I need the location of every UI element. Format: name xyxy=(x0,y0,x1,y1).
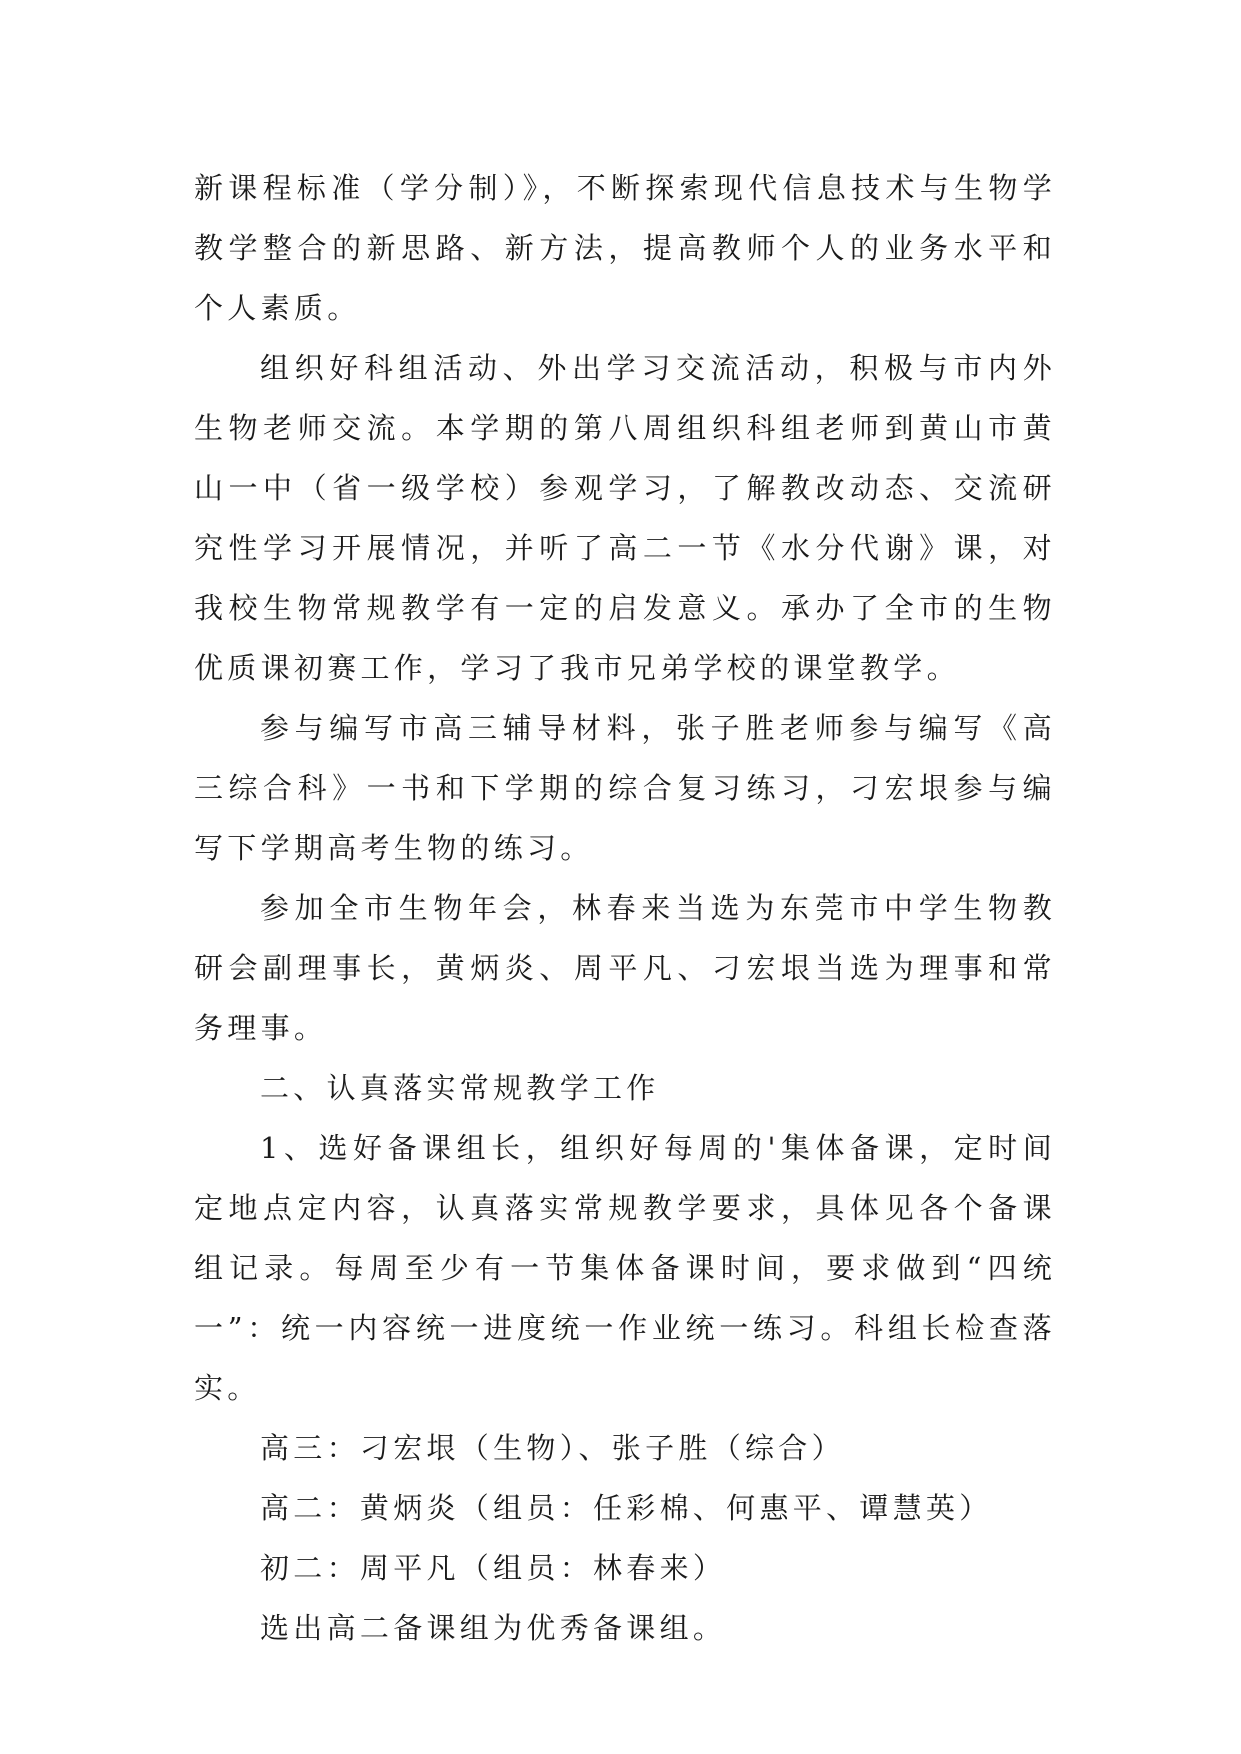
paragraph-item-one: 1、选好备课组长，组织好每周的'集体备课，定时间定地点定内容，认真落实常规教学要求，具体见各个备课组记录。每周至少有一节集体备课时间，要求做到“四统一”：统一内容统一进度统一作业统一练习。科组长检查落实。 xyxy=(194,1131,1056,1405)
paragraph-intro-continued: 新课程标准（学分制）》，不断探索现代信息技术与生物学教学整合的新思路、新方法，提高教师个人的业务水平和个人素质。 xyxy=(194,171,1056,325)
paragraph-grade-two-senior: 高二：黄炳炎（组员：任彩棉、何惠平、谭慧英） xyxy=(260,1491,993,1525)
section-heading-routine-teaching: 二、认真落实常规教学工作 xyxy=(260,1071,660,1105)
paragraph-materials: 参与编写市高三辅导材料，张子胜老师参与编写《高三综合科》一书和下学期的综合复习练习，刁宏垠参与编写下学期高考生物的练习。 xyxy=(194,711,1056,865)
document-body xyxy=(194,158,1056,1658)
paragraph-grade-three: 高三：刁宏垠（生物）、张子胜（综合） xyxy=(260,1431,845,1465)
paragraph-annual-meeting: 参加全市生物年会，林春来当选为东莞市中学生物教研会副理事长，黄炳炎、周平凡、刁宏垠当选为理事和常务理事。 xyxy=(194,891,1056,1045)
paragraph-grade-two-junior: 初二：周平凡（组员：林春来） xyxy=(260,1551,727,1585)
paragraph-exchange-activities: 组织好科组活动、外出学习交流活动，积极与市内外生物老师交流。本学期的第八周组织科组老师到黄山市黄山一中（省一级学校）参观学习，了解教改动态、交流研究性学习开展情况，并听了高二一节《水分代谢》课，对我校生物常规教学有一定的启发意义。承办了全市的生物优质课初赛工作，学习了我市兄弟学校的课堂教学。 xyxy=(194,351,1056,685)
paragraph-excellent-group: 选出高二备课组为优秀备课组。 xyxy=(260,1611,727,1645)
